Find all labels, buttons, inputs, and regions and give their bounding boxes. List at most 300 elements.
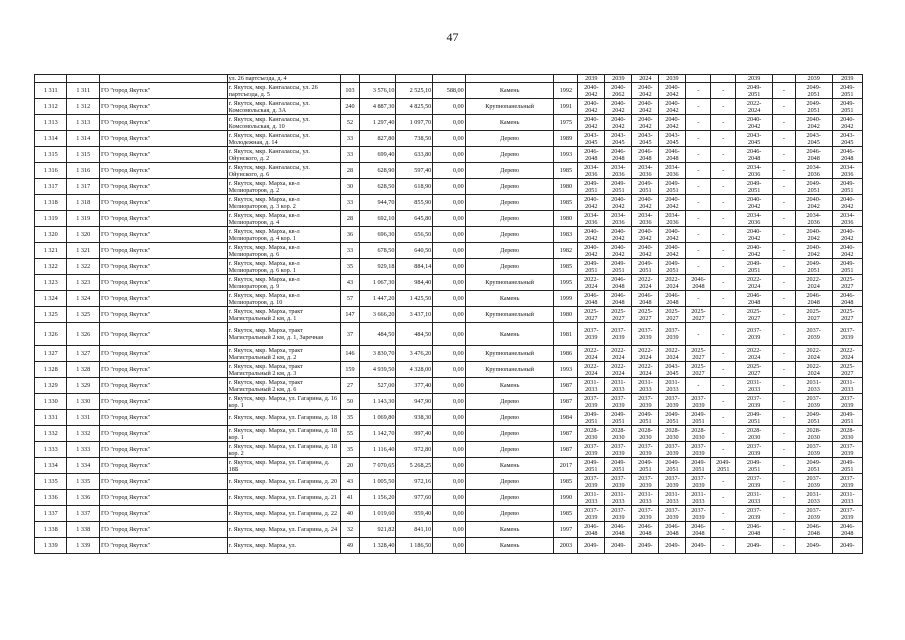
period-cell: 2037- 2039 [605, 442, 632, 458]
period-cell: - [711, 323, 736, 346]
area-nonliving-cell: 0,00 [433, 131, 465, 147]
owner-cell: ГО "город Якутск" [99, 195, 227, 211]
flats-cell: 40 [341, 506, 359, 522]
period-cell: - [773, 538, 796, 554]
row-number: 1 331 [35, 410, 67, 426]
row-index: 1 331 [67, 410, 99, 426]
period-cell: 2028- 2030 [632, 426, 659, 442]
period-cell: 2022- 2024 [659, 275, 686, 291]
area-nonliving-cell: 0,00 [433, 163, 465, 179]
year-built-cell: 1989 [554, 131, 578, 147]
area-living-cell: 738,50 [396, 131, 433, 147]
period-cell: 2022- 2024 [795, 346, 832, 362]
period-cell: 2046- 2048 [736, 291, 773, 307]
area-nonliving-cell: 0,00 [433, 458, 465, 474]
period-cell: 2031- 2033 [632, 490, 659, 506]
flats-cell: 35 [341, 410, 359, 426]
owner-cell: ГО "город Якутск" [99, 394, 227, 410]
address-cell: г. Якутск, мкр. Кангалассы, ул. Комсомольская, д. 10 [227, 115, 341, 131]
address-cell: г. Якутск, мкр. Кангалассы, ул. Комсомольская, д. 3А [227, 99, 341, 115]
area-living-cell: 972,16 [396, 474, 433, 490]
year-built-cell: 1992 [554, 83, 578, 99]
wall-material-cell: Дерево [465, 147, 554, 163]
row-number: 1 338 [35, 522, 67, 538]
period-cell: 2025- 2027 [578, 307, 605, 323]
address-cell: г. Якутск, мкр. Марха, кв-л Мелиораторов, д. 2 [227, 179, 341, 195]
period-cell: 2034- 2036 [795, 163, 832, 179]
table-row [35, 259, 863, 275]
area-living-cell: 3 476,20 [396, 346, 433, 362]
area-living-cell: 841,10 [396, 522, 433, 538]
period-cell: 2049- 2051 [605, 179, 632, 195]
period-cell: 2049- 2051 [832, 99, 862, 115]
owner-cell: ГО "город Якутск" [99, 378, 227, 394]
flats-cell: 28 [341, 211, 359, 227]
period-cell: - [711, 346, 736, 362]
period-cell: 2049- 2051 [578, 179, 605, 195]
period-cell: 2043- 2045 [736, 131, 773, 147]
row-number: 1 335 [35, 474, 67, 490]
period-cell: - [686, 291, 711, 307]
row-index: 1 313 [67, 115, 99, 131]
period-cell: 2049- [632, 538, 659, 554]
area-nonliving-cell: 0,00 [433, 115, 465, 131]
period-cell: 2046- 2048 [832, 522, 862, 538]
period-cell: 2049- 2051 [659, 179, 686, 195]
row-index: 1 336 [67, 490, 99, 506]
period-cell: 2049- 2051 [632, 179, 659, 195]
area-total-cell: 944,70 [359, 195, 396, 211]
period-cell: 2049- 2051 [605, 410, 632, 426]
wall-material-cell: Крупнопанельный [465, 99, 554, 115]
row-index: 1 319 [67, 211, 99, 227]
wall-material-cell: Дерево [465, 490, 554, 506]
period-cell: 2025- 2027 [686, 307, 711, 323]
period-cell: - [711, 410, 736, 426]
period-cell: 2025- 2027 [632, 307, 659, 323]
area-total-cell: 692,10 [359, 211, 396, 227]
owner-cell: ГО "город Якутск" [99, 362, 227, 378]
area-nonliving-cell: 0,00 [433, 442, 465, 458]
address-cell: г. Якутск, мкр. Кангалассы, ул. Молодежная, д. 14 [227, 131, 341, 147]
period-cell: - [773, 323, 796, 346]
row-index: 1 312 [67, 99, 99, 115]
period-cell: 2034- 2036 [795, 211, 832, 227]
wall-material-cell: Камень [465, 378, 554, 394]
period-cell: - [773, 259, 796, 275]
row-index: 1 335 [67, 474, 99, 490]
period-cell: 2049- 2051 [736, 259, 773, 275]
period-cell: 2024 [632, 75, 659, 83]
row-number: 1 330 [35, 394, 67, 410]
area-living-cell: 984,40 [396, 275, 433, 291]
period-cell: - [711, 147, 736, 163]
year-built-cell: 1990 [554, 490, 578, 506]
period-cell: 2040- 2042 [659, 227, 686, 243]
flats-cell: 103 [341, 83, 359, 99]
period-cell: 2037- 2039 [795, 474, 832, 490]
address-cell: г. Якутск, мкр. Марха, кв-л Мелиораторов, д. 6 [227, 243, 341, 259]
period-cell: 2040- 2042 [795, 227, 832, 243]
row-index: 1 334 [67, 458, 99, 474]
period-cell: 2049- [605, 538, 632, 554]
area-living-cell: 959,40 [396, 506, 433, 522]
period-cell: - [773, 243, 796, 259]
period-cell: 2046- 2048 [736, 522, 773, 538]
period-cell: 2037- 2039 [578, 506, 605, 522]
row-number: 1 332 [35, 426, 67, 442]
area-living-cell: 938,30 [396, 410, 433, 426]
row-index: 1 332 [67, 426, 99, 442]
owner-cell: ГО "город Якутск" [99, 307, 227, 323]
year-built-cell: 1987 [554, 394, 578, 410]
period-cell: 2031- 2033 [736, 378, 773, 394]
table-row [35, 131, 863, 147]
period-cell: 2025- 2027 [686, 346, 711, 362]
period-cell: - [773, 163, 796, 179]
period-cell: 2037- 2039 [795, 394, 832, 410]
period-cell: 2040- 2042 [578, 195, 605, 211]
period-cell: - [711, 442, 736, 458]
year-built-cell: 1975 [554, 115, 578, 131]
owner-cell: ГО "город Якутск" [99, 179, 227, 195]
year-built-cell: 1985 [554, 506, 578, 522]
period-cell: - [711, 227, 736, 243]
owner-cell: ГО "город Якутск" [99, 426, 227, 442]
row-number: 1 321 [35, 243, 67, 259]
table-row [35, 147, 863, 163]
period-cell: 2037- 2039 [832, 394, 862, 410]
period-cell: 2039 [659, 75, 686, 83]
area-living-cell: 484,50 [396, 323, 433, 346]
period-cell: - [686, 179, 711, 195]
flats-cell: 50 [341, 394, 359, 410]
period-cell: 2022- 2024 [632, 362, 659, 378]
period-cell: 2037- 2039 [632, 506, 659, 522]
period-cell: 2046- 2048 [605, 522, 632, 538]
period-cell: 2043- 2045 [605, 131, 632, 147]
period-cell: 2049- 2051 [795, 259, 832, 275]
period-cell: 2043- 2045 [659, 362, 686, 378]
flats-cell: 240 [341, 99, 359, 115]
period-cell: - [686, 163, 711, 179]
row-index: 1 326 [67, 323, 99, 346]
period-cell: 2031- 2033 [736, 490, 773, 506]
table-row [35, 99, 863, 115]
wall-material-cell: Камень [465, 522, 554, 538]
area-total-cell: 484,50 [359, 323, 396, 346]
period-cell: 2028- 2030 [686, 426, 711, 442]
period-cell: - [773, 458, 796, 474]
wall-material-cell: Дерево [465, 410, 554, 426]
period-cell: - [773, 99, 796, 115]
period-cell: 2037- 2039 [632, 323, 659, 346]
area-total-cell: 1 116,40 [359, 442, 396, 458]
row-number: 1 315 [35, 147, 67, 163]
area-nonliving-cell: 0,00 [433, 211, 465, 227]
period-cell: 2040- 2042 [578, 99, 605, 115]
period-cell [686, 75, 711, 83]
row-number: 1 318 [35, 195, 67, 211]
owner-cell: ГО "город Якутск" [99, 131, 227, 147]
wall-material-cell: Дерево [465, 243, 554, 259]
row-index: 1 339 [67, 538, 99, 554]
period-cell: 2040- 2042 [659, 195, 686, 211]
period-cell: - [773, 378, 796, 394]
period-cell: 2046- 2048 [632, 522, 659, 538]
period-cell: 2049- 2051 [795, 410, 832, 426]
period-cell: 2037- 2039 [605, 394, 632, 410]
period-cell: 2040- 2042 [605, 99, 632, 115]
flats-cell: 146 [341, 346, 359, 362]
row-index: 1 315 [67, 147, 99, 163]
area-total-cell: 1 156,20 [359, 490, 396, 506]
period-cell: 2046- 2048 [795, 522, 832, 538]
period-cell: 2031- 2033 [605, 378, 632, 394]
period-cell: - [711, 99, 736, 115]
year-built-cell: 1999 [554, 291, 578, 307]
wall-material-cell: Камень [465, 83, 554, 99]
owner-cell: ГО "город Якутск" [99, 163, 227, 179]
period-cell: - [686, 195, 711, 211]
period-cell: 2046- 2048 [578, 147, 605, 163]
period-cell: 2046- 2048 [832, 147, 862, 163]
row-number: 1 323 [35, 275, 67, 291]
year-built-cell: 1987 [554, 442, 578, 458]
period-cell: 2022- 2024 [605, 362, 632, 378]
period-cell: - [773, 275, 796, 291]
area-nonliving-cell: 0,00 [433, 291, 465, 307]
flats-cell: 159 [341, 362, 359, 378]
year-built-cell: 1987 [554, 378, 578, 394]
period-cell: 2037- 2039 [605, 323, 632, 346]
wall-material-cell: Камень [465, 291, 554, 307]
area-living-cell: 1 425,50 [396, 291, 433, 307]
wall-material-cell: Крупнопанельный [465, 346, 554, 362]
period-cell: 2037- 2039 [795, 442, 832, 458]
period-cell: 2040- 2042 [832, 195, 862, 211]
period-cell: - [773, 506, 796, 522]
flats-cell: 43 [341, 275, 359, 291]
year-built-cell: 1984 [554, 410, 578, 426]
table-row [35, 410, 863, 426]
period-cell: 2049- 2051 [736, 458, 773, 474]
period-cell: - [711, 426, 736, 442]
period-cell: 2040- 2042 [632, 99, 659, 115]
period-cell: 2046- 2048 [659, 522, 686, 538]
period-cell: 2049- [686, 538, 711, 554]
period-cell: 2037- 2039 [659, 442, 686, 458]
period-cell: - [711, 291, 736, 307]
period-cell: 2046- 2048 [632, 291, 659, 307]
period-cell: 2034- 2036 [736, 211, 773, 227]
period-cell: - [773, 474, 796, 490]
area-total-cell: 527,00 [359, 378, 396, 394]
year-built-cell: 1980 [554, 179, 578, 195]
flats-cell: 43 [341, 474, 359, 490]
owner-cell: ГО "город Якутск" [99, 291, 227, 307]
period-cell: 2040- 2042 [659, 83, 686, 99]
period-cell: - [711, 163, 736, 179]
year-built-cell: 1981 [554, 323, 578, 346]
table-row [35, 346, 863, 362]
table-row [35, 163, 863, 179]
period-cell: - [711, 394, 736, 410]
period-cell: - [773, 362, 796, 378]
area-living-cell: 3 437,10 [396, 307, 433, 323]
wall-material-cell: Дерево [465, 442, 554, 458]
period-cell: 2037- 2039 [736, 323, 773, 346]
period-cell: 2037- 2039 [686, 442, 711, 458]
period-cell: 2046- 2048 [578, 522, 605, 538]
period-cell: - [773, 522, 796, 538]
owner-cell: ГО "город Якутск" [99, 211, 227, 227]
period-cell: 2022- 2024 [832, 346, 862, 362]
row-number: 1 314 [35, 131, 67, 147]
owner-cell: ГО "город Якутск" [99, 522, 227, 538]
area-living-cell: 1 097,70 [396, 115, 433, 131]
period-cell: - [711, 538, 736, 554]
period-cell: 2039 [578, 75, 605, 83]
address-cell: г. Якутск, мкр. Марха, ул. Гагарина, д. 24 [227, 522, 341, 538]
owner-cell: ГО "город Якутск" [99, 83, 227, 99]
year-built-cell: 1985 [554, 163, 578, 179]
period-cell: 2049- 2051 [632, 410, 659, 426]
address-cell: г. Якутск, мкр. Марха, ул. Гагарина, д. 21 [227, 490, 341, 506]
year-built-cell: 1997 [554, 522, 578, 538]
period-cell: 2049- 2051 [711, 458, 736, 474]
period-cell: - [773, 83, 796, 99]
period-cell: - [711, 506, 736, 522]
period-cell: - [773, 442, 796, 458]
table-row [35, 378, 863, 394]
year-built-cell: 1991 [554, 99, 578, 115]
flats-cell: 52 [341, 115, 359, 131]
area-nonliving-cell: 0,00 [433, 243, 465, 259]
period-cell: 2037- 2039 [632, 442, 659, 458]
row-index: 1 318 [67, 195, 99, 211]
period-cell: 2040- 2042 [659, 99, 686, 115]
wall-material-cell: Дерево [465, 259, 554, 275]
area-living-cell: 618,90 [396, 179, 433, 195]
period-cell: 2043- 2045 [659, 131, 686, 147]
address-cell: г. Якутск, мкр. Марха, кв-л Мелиораторов, д. 10 [227, 291, 341, 307]
wall-material-cell: Крупнопанельный [465, 275, 554, 291]
row-number: 1 313 [35, 115, 67, 131]
period-cell: 2049- 2051 [832, 458, 862, 474]
period-cell: 2031- 2033 [686, 490, 711, 506]
flats-cell: 33 [341, 243, 359, 259]
period-cell: 2039 [832, 75, 862, 83]
table-row-continuation [35, 75, 863, 83]
area-nonliving-cell: 0,00 [433, 362, 465, 378]
area-nonliving-cell: 0,00 [433, 275, 465, 291]
area-total-cell: 699,40 [359, 147, 396, 163]
period-cell: - [711, 115, 736, 131]
period-cell: 2046- 2048 [795, 291, 832, 307]
row-index: 1 314 [67, 131, 99, 147]
row-number: 1 311 [35, 83, 67, 99]
period-cell: - [773, 211, 796, 227]
table-row [35, 275, 863, 291]
address-cell: г. Якутск, мкр. Марха, ул. Гагарина, д. 16 кор. 1 [227, 394, 341, 410]
address-cell: г. Якутск, мкр. Марха, тракт Магистральный 2 км, д. 2 [227, 346, 341, 362]
period-cell: 2040- 2042 [659, 115, 686, 131]
wall-material-cell: Дерево [465, 163, 554, 179]
year-built-cell: 1985 [554, 259, 578, 275]
table-row [35, 307, 863, 323]
period-cell: 2037- 2039 [605, 474, 632, 490]
period-cell: 2040- 2042 [736, 195, 773, 211]
period-cell: 2037- 2039 [736, 442, 773, 458]
wall-material-cell: Камень [465, 323, 554, 346]
address-cell: г. Якутск, мкр. Марха, ул. [227, 538, 341, 554]
period-cell: - [773, 115, 796, 131]
area-nonliving-cell: 0,00 [433, 99, 465, 115]
address-cell: г. Якутск, мкр. Марха, кв-л Мелиораторов, д. 3 кор. 2 [227, 195, 341, 211]
period-cell: 2040- 2042 [832, 227, 862, 243]
row-number: 1 326 [35, 323, 67, 346]
period-cell [711, 75, 736, 83]
area-living-cell: 5 268,25 [396, 458, 433, 474]
period-cell: 2049- 2051 [659, 458, 686, 474]
area-nonliving-cell: 0,00 [433, 307, 465, 323]
area-total-cell: 1 067,30 [359, 275, 396, 291]
housing-table [34, 74, 863, 554]
period-cell: 2022- 2024 [578, 275, 605, 291]
period-cell: 2049- 2051 [605, 458, 632, 474]
flats-cell: 30 [341, 179, 359, 195]
period-cell: 2049- [578, 538, 605, 554]
year-built-cell: 1980 [554, 211, 578, 227]
area-living-cell: 884,14 [396, 259, 433, 275]
table-row [35, 211, 863, 227]
owner-cell: ГО "город Якутск" [99, 147, 227, 163]
area-total-cell: 696,30 [359, 227, 396, 243]
period-cell: - [711, 362, 736, 378]
period-cell: 2022- 2024 [736, 275, 773, 291]
period-cell: - [773, 346, 796, 362]
owner-cell: ГО "город Якутск" [99, 458, 227, 474]
area-total-cell: 1 447,20 [359, 291, 396, 307]
period-cell: 2046- 2048 [736, 147, 773, 163]
address-cell: г. Якутск, мкр. Марха, ул. Гагарина, д. 22 [227, 506, 341, 522]
page-number: 47 [446, 30, 459, 44]
period-cell: 2037- 2039 [832, 323, 862, 346]
area-living-cell: 4 825,50 [396, 99, 433, 115]
area-nonliving-cell: 0,00 [433, 394, 465, 410]
period-cell: 2046- 2048 [605, 147, 632, 163]
area-living-cell: 1 186,50 [396, 538, 433, 554]
period-cell: 2037- 2039 [686, 506, 711, 522]
period-cell: 2037- 2039 [659, 394, 686, 410]
period-cell: 2037- 2039 [605, 506, 632, 522]
period-cell: 2031- 2033 [795, 378, 832, 394]
table-row [35, 115, 863, 131]
period-cell: 2034- 2036 [578, 211, 605, 227]
area-living-cell: 640,50 [396, 243, 433, 259]
period-cell: 2028- 2030 [736, 426, 773, 442]
row-number: 1 336 [35, 490, 67, 506]
flats-cell: 147 [341, 307, 359, 323]
address-cell: г. Якутск, мкр. Кангалассы, ул. 26 партсъезда, д. 5 [227, 83, 341, 99]
period-cell: 2049- 2051 [795, 458, 832, 474]
period-cell: 2025- 2027 [686, 362, 711, 378]
period-cell: 2037- 2039 [736, 474, 773, 490]
period-cell: 2046- 2048 [605, 275, 632, 291]
period-cell: - [711, 522, 736, 538]
period-cell: 2043- 2045 [795, 131, 832, 147]
